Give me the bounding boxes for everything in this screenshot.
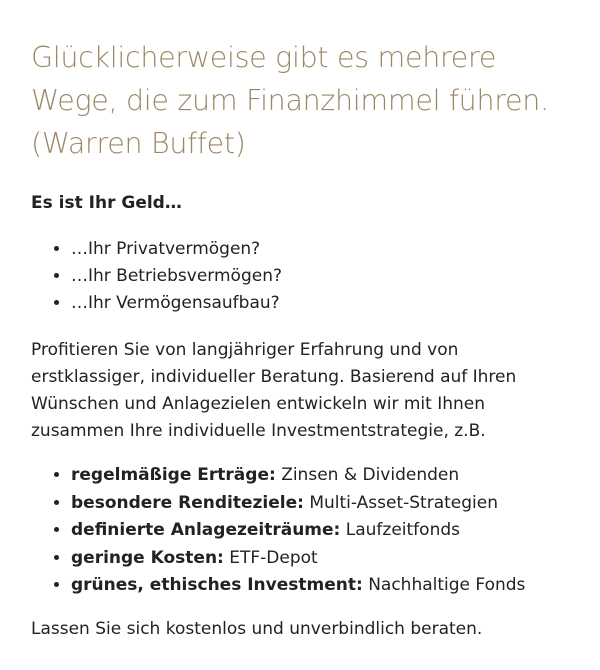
example-label: definierte Anlagezeiträume: bbox=[71, 520, 341, 540]
example-value: Nachhaltige Fonds bbox=[368, 575, 526, 595]
section-subheading: Es ist Ihr Geld… bbox=[31, 193, 182, 213]
quote-heading: Glücklicherweise gibt es mehrere Wege, die zum Finanzhimmel führen. (Warren Buffet) bbox=[31, 41, 549, 160]
list-item: • …Ihr Betriebsvermögen? bbox=[71, 263, 576, 290]
example-label: geringe Kosten: bbox=[71, 547, 224, 568]
investment-examples-list bbox=[31, 462, 576, 600]
list-item bbox=[71, 517, 576, 545]
example-value: Laufzeitfonds bbox=[345, 520, 460, 540]
list-item: • …Ihr Privatvermögen? bbox=[71, 236, 576, 263]
list-item bbox=[71, 572, 576, 600]
intro-paragraph: Profitieren Sie von langjähriger Erfahrung und von erstklassiger, individueller Beratung. Basierend auf Ihren Wünschen und Anlagezielen entwickeln wir mit Ihnen zusammen Ihre individuelle Investmentstrategie, z.B. bbox=[31, 340, 517, 441]
article-content bbox=[31, 36, 576, 643]
list-item bbox=[71, 545, 576, 573]
closing-paragraph: Lassen Sie sich kostenlos und unverbindlich beraten. bbox=[31, 618, 483, 639]
list-item bbox=[71, 462, 576, 490]
example-label: grünes, ethisches Investment: bbox=[71, 575, 363, 595]
example-label: regelmäßige Erträge: bbox=[71, 465, 276, 485]
question-list bbox=[31, 236, 576, 317]
example-value: Zinsen & Dividenden bbox=[281, 465, 460, 485]
example-value: Multi-Asset-Strategien bbox=[309, 492, 498, 513]
list-item bbox=[71, 490, 576, 518]
list-item: • …Ihr Vermögensaufbau? bbox=[71, 290, 576, 317]
example-label: besondere Renditeziele: bbox=[71, 492, 304, 513]
example-value: ETF-Depot bbox=[229, 547, 318, 568]
